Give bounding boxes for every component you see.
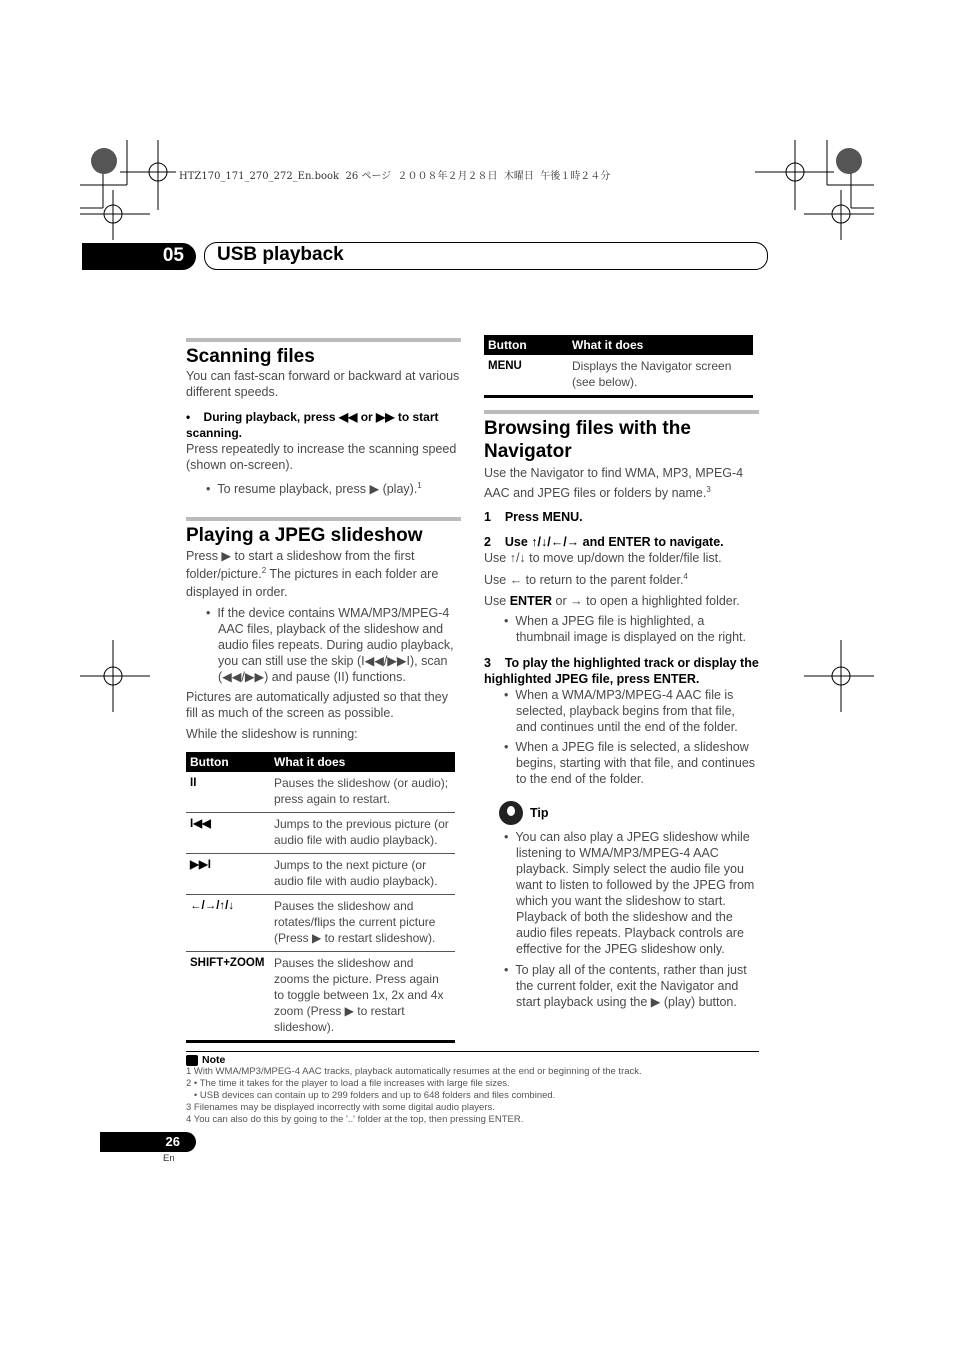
table-row xyxy=(186,772,455,813)
table-row xyxy=(484,355,753,397)
section-rule xyxy=(484,410,759,414)
jpeg-bullet: • If the device contains WMA/MP3/MPEG-4 AAC files, playback of the slideshow and audio files repeats. During audio playback, you can still use the skip (I◀◀/▶▶I), scan (◀◀/▶▶) and pause (II) functions. xyxy=(206,606,454,684)
col-button: Button xyxy=(186,752,270,772)
jpeg-while: While the slideshow is running: xyxy=(186,727,358,741)
table-row xyxy=(186,854,455,895)
button-cell: ▶▶I xyxy=(186,854,270,895)
menu-table xyxy=(484,335,753,398)
table-row xyxy=(186,952,455,1042)
footnote: 3 Filenames may be displayed incorrectly with some digital audio players. xyxy=(186,1102,495,1113)
step-2-bullet-text: When a JPEG file is highlighted, a thumbnail image is displayed on the right. xyxy=(515,614,746,644)
footnotes xyxy=(186,1066,759,1126)
notes-section xyxy=(186,1051,759,1126)
nav-intro xyxy=(484,463,759,503)
step-3-bullet-2: • When a JPEG file is selected, a slideshow begins, starting with that file, and continues to the end of the folder. xyxy=(504,740,756,786)
footer xyxy=(100,1132,759,1172)
footnote-ref: 2 xyxy=(261,565,267,575)
scan-step: • During playback, press ◀◀ or ▶▶ to start scanning. xyxy=(186,410,439,440)
desc-cell: Pauses the slideshow and rotates/flips the current picture (Press ▶ to restart slideshow). xyxy=(270,895,455,952)
right-column xyxy=(484,335,763,1043)
footnote: 1 With WMA/MP3/MPEG-4 AAC tracks, playback automatically resumes at the end or beginning of the track. xyxy=(186,1066,642,1077)
step-2-a: Use ↑/↓ to move up/down the folder/file list. xyxy=(484,551,722,565)
step-3-bullet-1-text: When a WMA/MP3/MPEG-4 AAC file is selected, playback begins from that file, and continues until the end of the folder. xyxy=(515,688,738,734)
desc-cell: Pauses the slideshow (or audio); press again to restart. xyxy=(270,772,455,813)
note-header xyxy=(186,1054,759,1066)
tip-bullet-2-text: To play all of the contents, rather than just the current folder, exit the Navigator and start playback using the ▶ (play) button. xyxy=(515,963,747,1009)
left-column xyxy=(186,335,461,1043)
scanning-files-heading: Scanning files xyxy=(186,346,315,367)
jpeg-auto: Pictures are automatically adjusted so that they fill as much of the screen as possible. xyxy=(186,690,448,720)
jpeg-bullet-text: If the device contains WMA/MP3/MPEG-4 AAC files, playback of the slideshow and audio files repeats. During audio playback, you can still use the skip (I◀◀/▶▶I), scan (◀◀/▶▶) and pause (II) functions. xyxy=(217,606,454,684)
step-3: 3 To play the highlighted track or display the highlighted JPEG file, press ENTER. xyxy=(484,656,763,686)
step-2: 2 Use ↑/↓/←/→ and ENTER to navigate. xyxy=(484,535,724,549)
step-3-bullet-1: • When a WMA/MP3/MPEG-4 AAC file is selected, playback begins from that file, and continues until the end of the folder. xyxy=(504,688,738,734)
footnote-ref: 4 xyxy=(683,571,688,581)
step-1: 1 Press MENU. xyxy=(484,510,583,524)
language-label: En xyxy=(163,1153,175,1164)
step-2-b xyxy=(484,572,759,588)
jpeg-intro xyxy=(186,547,461,601)
chapter-title: USB playback xyxy=(217,244,344,265)
footnote: • USB devices can contain up to 299 folders and up to 648 folders and files combined. xyxy=(186,1090,556,1101)
button-cell: SHIFT+ZOOM xyxy=(186,952,270,1042)
print-file-line: HTZ170_171_270_272_En.book 26 ページ ２００８年２月２８日 木曜日 午後１時２４分 xyxy=(179,171,611,182)
desc-cell: Jumps to the next picture (or audio file with audio playback). xyxy=(270,854,455,895)
step-2-bullet: • When a JPEG file is highlighted, a thumbnail image is displayed on the right. xyxy=(504,614,746,644)
tip-header xyxy=(499,801,759,825)
chapter-badge xyxy=(82,243,196,270)
page-number-badge xyxy=(100,1132,196,1152)
step-3-bullet-2-text: When a JPEG file is selected, a slideshow begins, starting with that file, and continues to the end of the folder. xyxy=(515,740,756,786)
section-rule xyxy=(186,517,461,521)
nav-intro-text: Use the Navigator to find WMA, MP3, MPEG-4 AAC and JPEG files or folders by name. xyxy=(484,466,744,500)
scan-resume-text: To resume playback, press ▶ (play). xyxy=(217,482,418,496)
enter-key: ENTER xyxy=(509,594,553,608)
main-content xyxy=(100,335,763,1172)
table-row xyxy=(186,813,455,854)
desc-cell: Jumps to the previous picture (or audio file with audio playback). xyxy=(270,813,455,854)
tip-label: Tip xyxy=(530,806,549,820)
desc-cell: Pauses the slideshow and zooms the picture. Press again to toggle between 1x, 2x and 4x zoom (Press ▶ to restart slideshow). xyxy=(270,952,455,1042)
button-cell: I◀◀ xyxy=(186,813,270,854)
chapter-number: 05 xyxy=(162,245,184,266)
scan-intro: You can fast-scan forward or backward at various different speeds. xyxy=(186,369,460,399)
step-2-c xyxy=(484,593,759,609)
step-2-c-post: or → to open a highlighted folder. xyxy=(552,594,740,608)
note-label: Note xyxy=(202,1054,226,1066)
navigator-heading: Browsing files with the Navigator xyxy=(484,418,691,462)
scan-step-desc: Press repeatedly to increase the scanning speed (shown on-screen). xyxy=(186,442,457,472)
col-what: What it does xyxy=(270,752,455,772)
section-rule xyxy=(186,338,461,342)
step-2-c-pre: Use xyxy=(484,594,510,608)
button-cell: ←/→/↑/↓ xyxy=(186,895,270,952)
chapter-title-bar xyxy=(204,242,768,270)
col-button: Button xyxy=(484,335,568,355)
tip-bullet-1-text: You can also play a JPEG slideshow while listening to WMA/MP3/MPEG-4 AAC playback. Simply select the audio file you want to listen to followed by the JPEG from which you want the slideshow to start. Playback of both the slideshow and the audio files repeats. Playback controls are effective for the JPEG slideshow only. xyxy=(515,830,755,956)
page-number: 26 xyxy=(165,1134,180,1149)
slideshow-controls-table xyxy=(186,752,455,1043)
button-cell: II xyxy=(186,772,270,813)
footnote: 4 You can also do this by going to the '..' folder at the top, then pressing ENTER. xyxy=(186,1114,524,1125)
footnote: 2 • The time it takes for the player to load a file increases with large file sizes. xyxy=(186,1078,510,1089)
jpeg-intro-b: The pictures in each folder are displayed in order. xyxy=(186,567,439,599)
table-row xyxy=(186,895,455,952)
step-2-b-text: Use ← to return to the parent folder. xyxy=(484,573,684,587)
scan-resume: • To resume playback, press ▶ (play).$^1$ xyxy=(206,480,422,496)
tip-lightbulb-icon xyxy=(499,801,523,825)
col-what: What it does xyxy=(568,335,753,355)
desc-cell: Displays the Navigator screen (see below). xyxy=(572,359,732,389)
footnote-ref: 1 xyxy=(417,480,422,490)
jpeg-intro-a: Press ▶ to start a slideshow from the first folder/picture. xyxy=(186,549,415,581)
footnote-ref: 3 xyxy=(706,484,711,494)
crop-marks-top xyxy=(0,0,954,260)
tip-bullet-2: • To play all of the contents, rather than just the current folder, exit the Navigator and start playback using the ▶ (play) button. xyxy=(504,963,747,1009)
tip-bullet-1: • You can also play a JPEG slideshow while listening to WMA/MP3/MPEG-4 AAC playback. Simply select the audio file you want to listen to followed by the JPEG from which you want the slideshow to start. Playback of both the slideshow and the audio files repeats. Playback controls are effective for the JPEG slideshow only. xyxy=(504,830,755,956)
note-pencil-icon xyxy=(186,1055,198,1066)
button-cell: MENU xyxy=(484,355,568,397)
scan-step-text: During playback, press ◀◀ or ▶▶ to start scanning. xyxy=(186,410,439,440)
jpeg-slideshow-heading: Playing a JPEG slideshow xyxy=(186,525,423,546)
